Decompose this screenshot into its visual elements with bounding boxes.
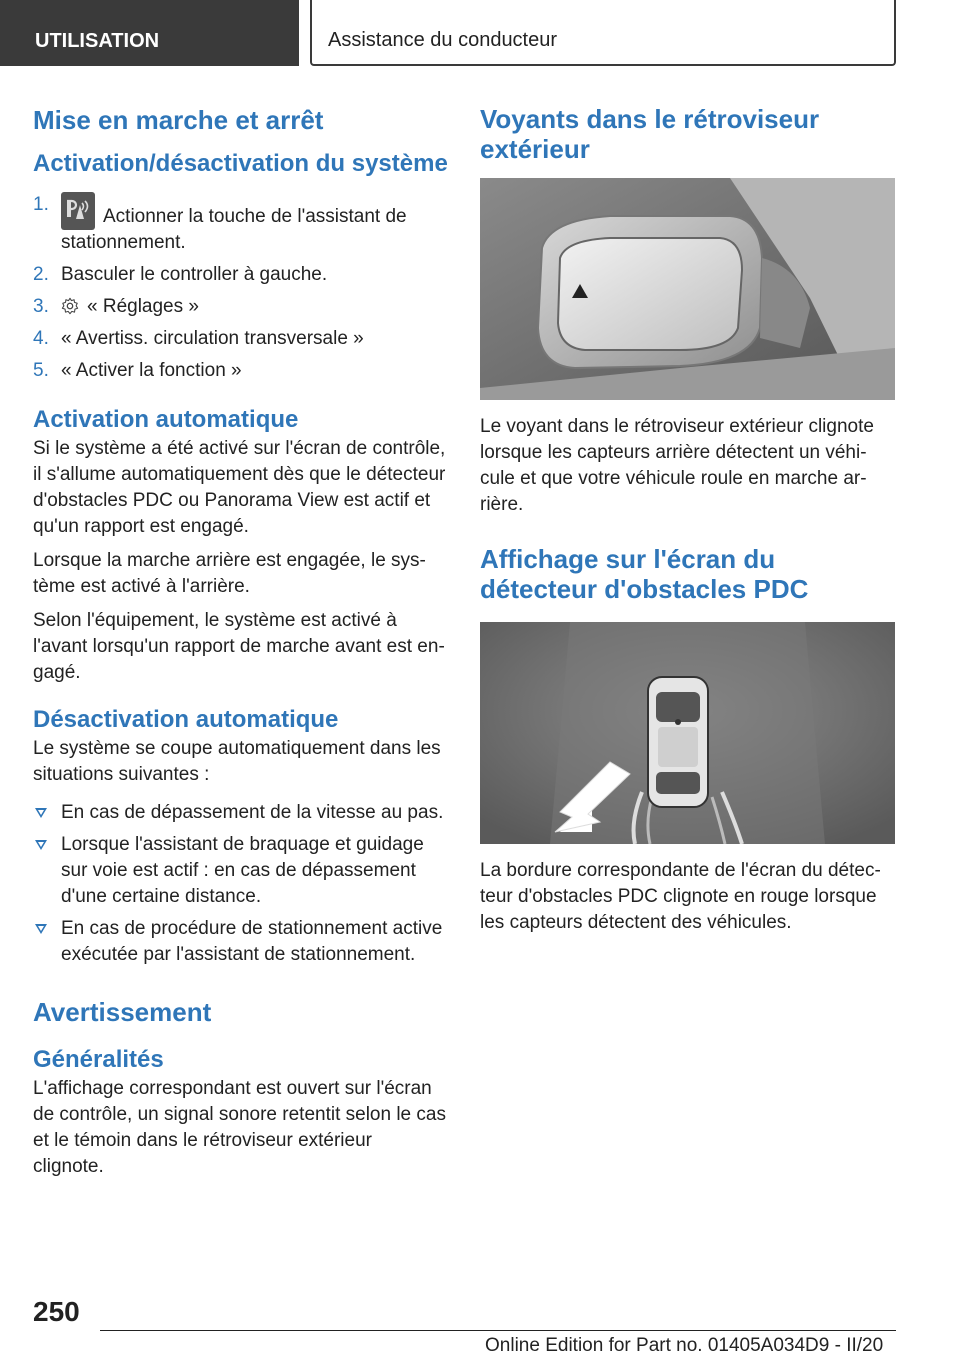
auto-off-list	[33, 800, 448, 968]
mirror-text: Le voyant dans le rétroviseur extérieur clignote lorsque les capteurs arrière détectent un véhicule et que votre véhicule roule en marche arrière.	[480, 416, 874, 515]
activation-steps	[33, 192, 448, 384]
triangle-bullet-icon	[35, 924, 47, 934]
auto-off-heading: Désactivation automatique	[33, 706, 339, 733]
chapter-tab: Assistance du conducteur	[310, 0, 896, 66]
auto-on-heading: Activation automatique	[33, 406, 299, 433]
auto-off-intro: Le système se coupe automatiquement dans les situations suivantes :	[33, 738, 441, 785]
general-text: L'affichage correspondant est ouvert sur l'écran de contrôle, un signal sonore retentit selon le cas et le témoin dans le rétroviseur extérieur clignote.	[33, 1078, 446, 1177]
auto-on-paragraph-1: Si le système a été activé sur l'écran de contrôle, il s'allume automatiquement dès que le détecteur d'obstacles PDC ou Panorama View est actif et qu'un rapport est engagé.	[33, 438, 446, 537]
pdc-display-illustration	[480, 622, 895, 844]
step-number: 2.	[33, 264, 49, 285]
triangle-bullet-icon	[35, 808, 47, 818]
list-item-text: En cas de procédure de stationnement active exécutée par l'assistant de stationnement.	[61, 918, 443, 965]
pdc-heading: Affichage sur l'écran du détecteur d'obstacles PDC	[480, 544, 809, 604]
auto-on-paragraph-2: Lorsque la marche arrière est engagée, le système est activé à l'arrière.	[33, 550, 426, 597]
section-title: Mise en marche et arrêt	[33, 105, 324, 135]
step-3	[33, 294, 448, 320]
step-number: 4.	[33, 328, 49, 349]
list-item	[33, 916, 448, 968]
section-tab: UTILISATION	[0, 0, 299, 66]
step-text: « Avertiss. circulation transversale »	[61, 328, 364, 349]
parking-assistant-button-icon	[61, 192, 95, 230]
auto-on-paragraph-3: Selon l'équipement, le système est activé à l'avant lorsqu'un rapport de marche avant est engagé.	[33, 610, 445, 683]
general-heading: Généralités	[33, 1046, 164, 1073]
pdc-text: La bordure correspondante de l'écran du détecteur d'obstacles PDC clignote en rouge lorsque les capteurs détectent des véhicules.	[480, 860, 881, 933]
mirror-heading: Voyants dans le rétroviseur extérieur	[480, 104, 820, 164]
page-number: 250	[33, 1296, 80, 1327]
step-number: 5.	[33, 360, 49, 381]
step-text: Basculer le controller à gauche.	[61, 264, 328, 285]
list-item-text: Lorsque l'assistant de braquage et guidage sur voie est actif : en cas de dépassement d'une certaine distance.	[61, 834, 424, 907]
step-5	[33, 358, 448, 384]
mirror-illustration	[480, 178, 895, 400]
step-2	[33, 262, 448, 288]
step-number: 1.	[33, 194, 49, 215]
edition-footer: Online Edition for Part no. 01405A034D9 - II/20	[485, 1335, 884, 1356]
list-item-text: En cas de dépassement de la vitesse au pas.	[61, 802, 444, 823]
step-text: « Activer la fonction »	[61, 360, 242, 381]
activation-heading: Activation/désactivation du système	[33, 150, 448, 177]
step-number: 3.	[33, 296, 49, 317]
right-column	[480, 96, 895, 944]
page-header	[0, 0, 960, 66]
left-column	[33, 96, 448, 1188]
list-item	[33, 832, 448, 910]
step-text: « Réglages »	[87, 296, 199, 317]
step-text: Actionner la touche de l'assistant de stationnement.	[61, 206, 407, 253]
footer-divider	[100, 1330, 896, 1331]
gear-icon	[61, 297, 79, 315]
triangle-bullet-icon	[35, 840, 47, 850]
list-item	[33, 800, 448, 826]
step-1	[33, 192, 448, 256]
step-4	[33, 326, 448, 352]
warning-title: Avertissement	[33, 997, 212, 1027]
